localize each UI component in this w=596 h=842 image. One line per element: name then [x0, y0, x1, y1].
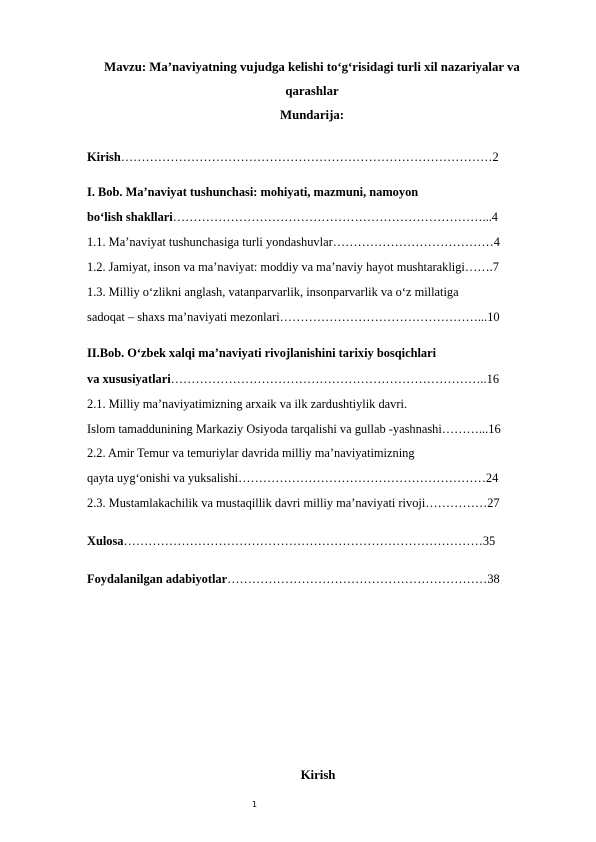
next-section-heading: Kirish [300, 768, 336, 782]
toc-chapter-1-title-cont [87, 210, 498, 225]
toc-entry-label: va xususiyatlari [87, 372, 171, 386]
toc-entry-dots: ………………………………………………………………………………2 [120, 150, 499, 164]
toc-entry-label: Kirish [87, 150, 121, 164]
toc-section-2-2-cont: qayta uyg‘onishi va yuksalishi……………………………………………………24 [87, 471, 499, 485]
toc-section-1-2: 1.2. Jamiyat, inson va ma’naviyat: moddiy va ma’naviy hayot mushtarakligi…….7 [87, 260, 499, 274]
toc-entry-label: bo‘lish shakllari [87, 210, 173, 224]
toc-chapter-2-title: II.Bob. O‘zbek xalqi ma’naviyati rivojlanishini tarixiy bosqichlari [87, 346, 437, 360]
toc-entry-dots: …………………………………………………………………...4 [172, 210, 498, 224]
toc-entry-foydalanilgan [87, 572, 500, 587]
toc-chapter-1-title: I. Bob. Ma’naviyat tushunchasi: mohiyati, mazmuni, namoyon [87, 185, 419, 199]
toc-entry-dots: …………………………………………………………………..16 [170, 372, 500, 386]
toc-section-2-2: 2.2. Amir Temur va temuriylar davrida milliy ma’naviyatimizning [87, 446, 415, 460]
toc-entry-xulosa [87, 534, 495, 549]
toc-entry-label: Xulosa [87, 534, 124, 548]
contents-heading: Mundarija: [280, 108, 344, 122]
toc-entry-dots: ………………………………………………………38 [227, 572, 500, 586]
toc-section-1-3-cont: sadoqat – shaxs ma’naviyati mezonlari…………………………………………...10 [87, 310, 500, 324]
toc-entry-dots: ……………………………………………………………………………35 [123, 534, 496, 548]
toc-section-2-1: 2.1. Milliy ma’naviyatimizning arxaik va ilk zardushtiylik davri. [87, 397, 408, 411]
page-number: 1 [252, 800, 258, 809]
toc-section-1-3: 1.3. Milliy o‘zlikni anglash, vatanparvarlik, insonparvarlik va o‘z millatiga [87, 285, 459, 299]
toc-section-1-1: 1.1. Ma’naviyat tushunchasiga turli yondashuvlar…………………………………4 [87, 235, 500, 249]
toc-entry-kirish [87, 150, 499, 165]
toc-section-2-3: 2.3. Mustamlakachilik va mustaqillik davri milliy ma’naviyati rivoji……………27 [87, 496, 500, 510]
toc-entry-label: Foydalanilgan adabiyotlar [87, 572, 228, 586]
toc-section-2-1-cont: Islom tamaddunining Markaziy Osiyoda tarqalishi va gullab -yashnashi………...16 [87, 422, 501, 436]
document-title-line-1: Mavzu: Ma’naviyatning vujudga kelishi to‘g‘risidagi turli xil nazariyalar va [104, 60, 520, 74]
document-title-line-2: qarashlar [285, 84, 339, 98]
toc-chapter-2-title-cont [87, 372, 499, 387]
